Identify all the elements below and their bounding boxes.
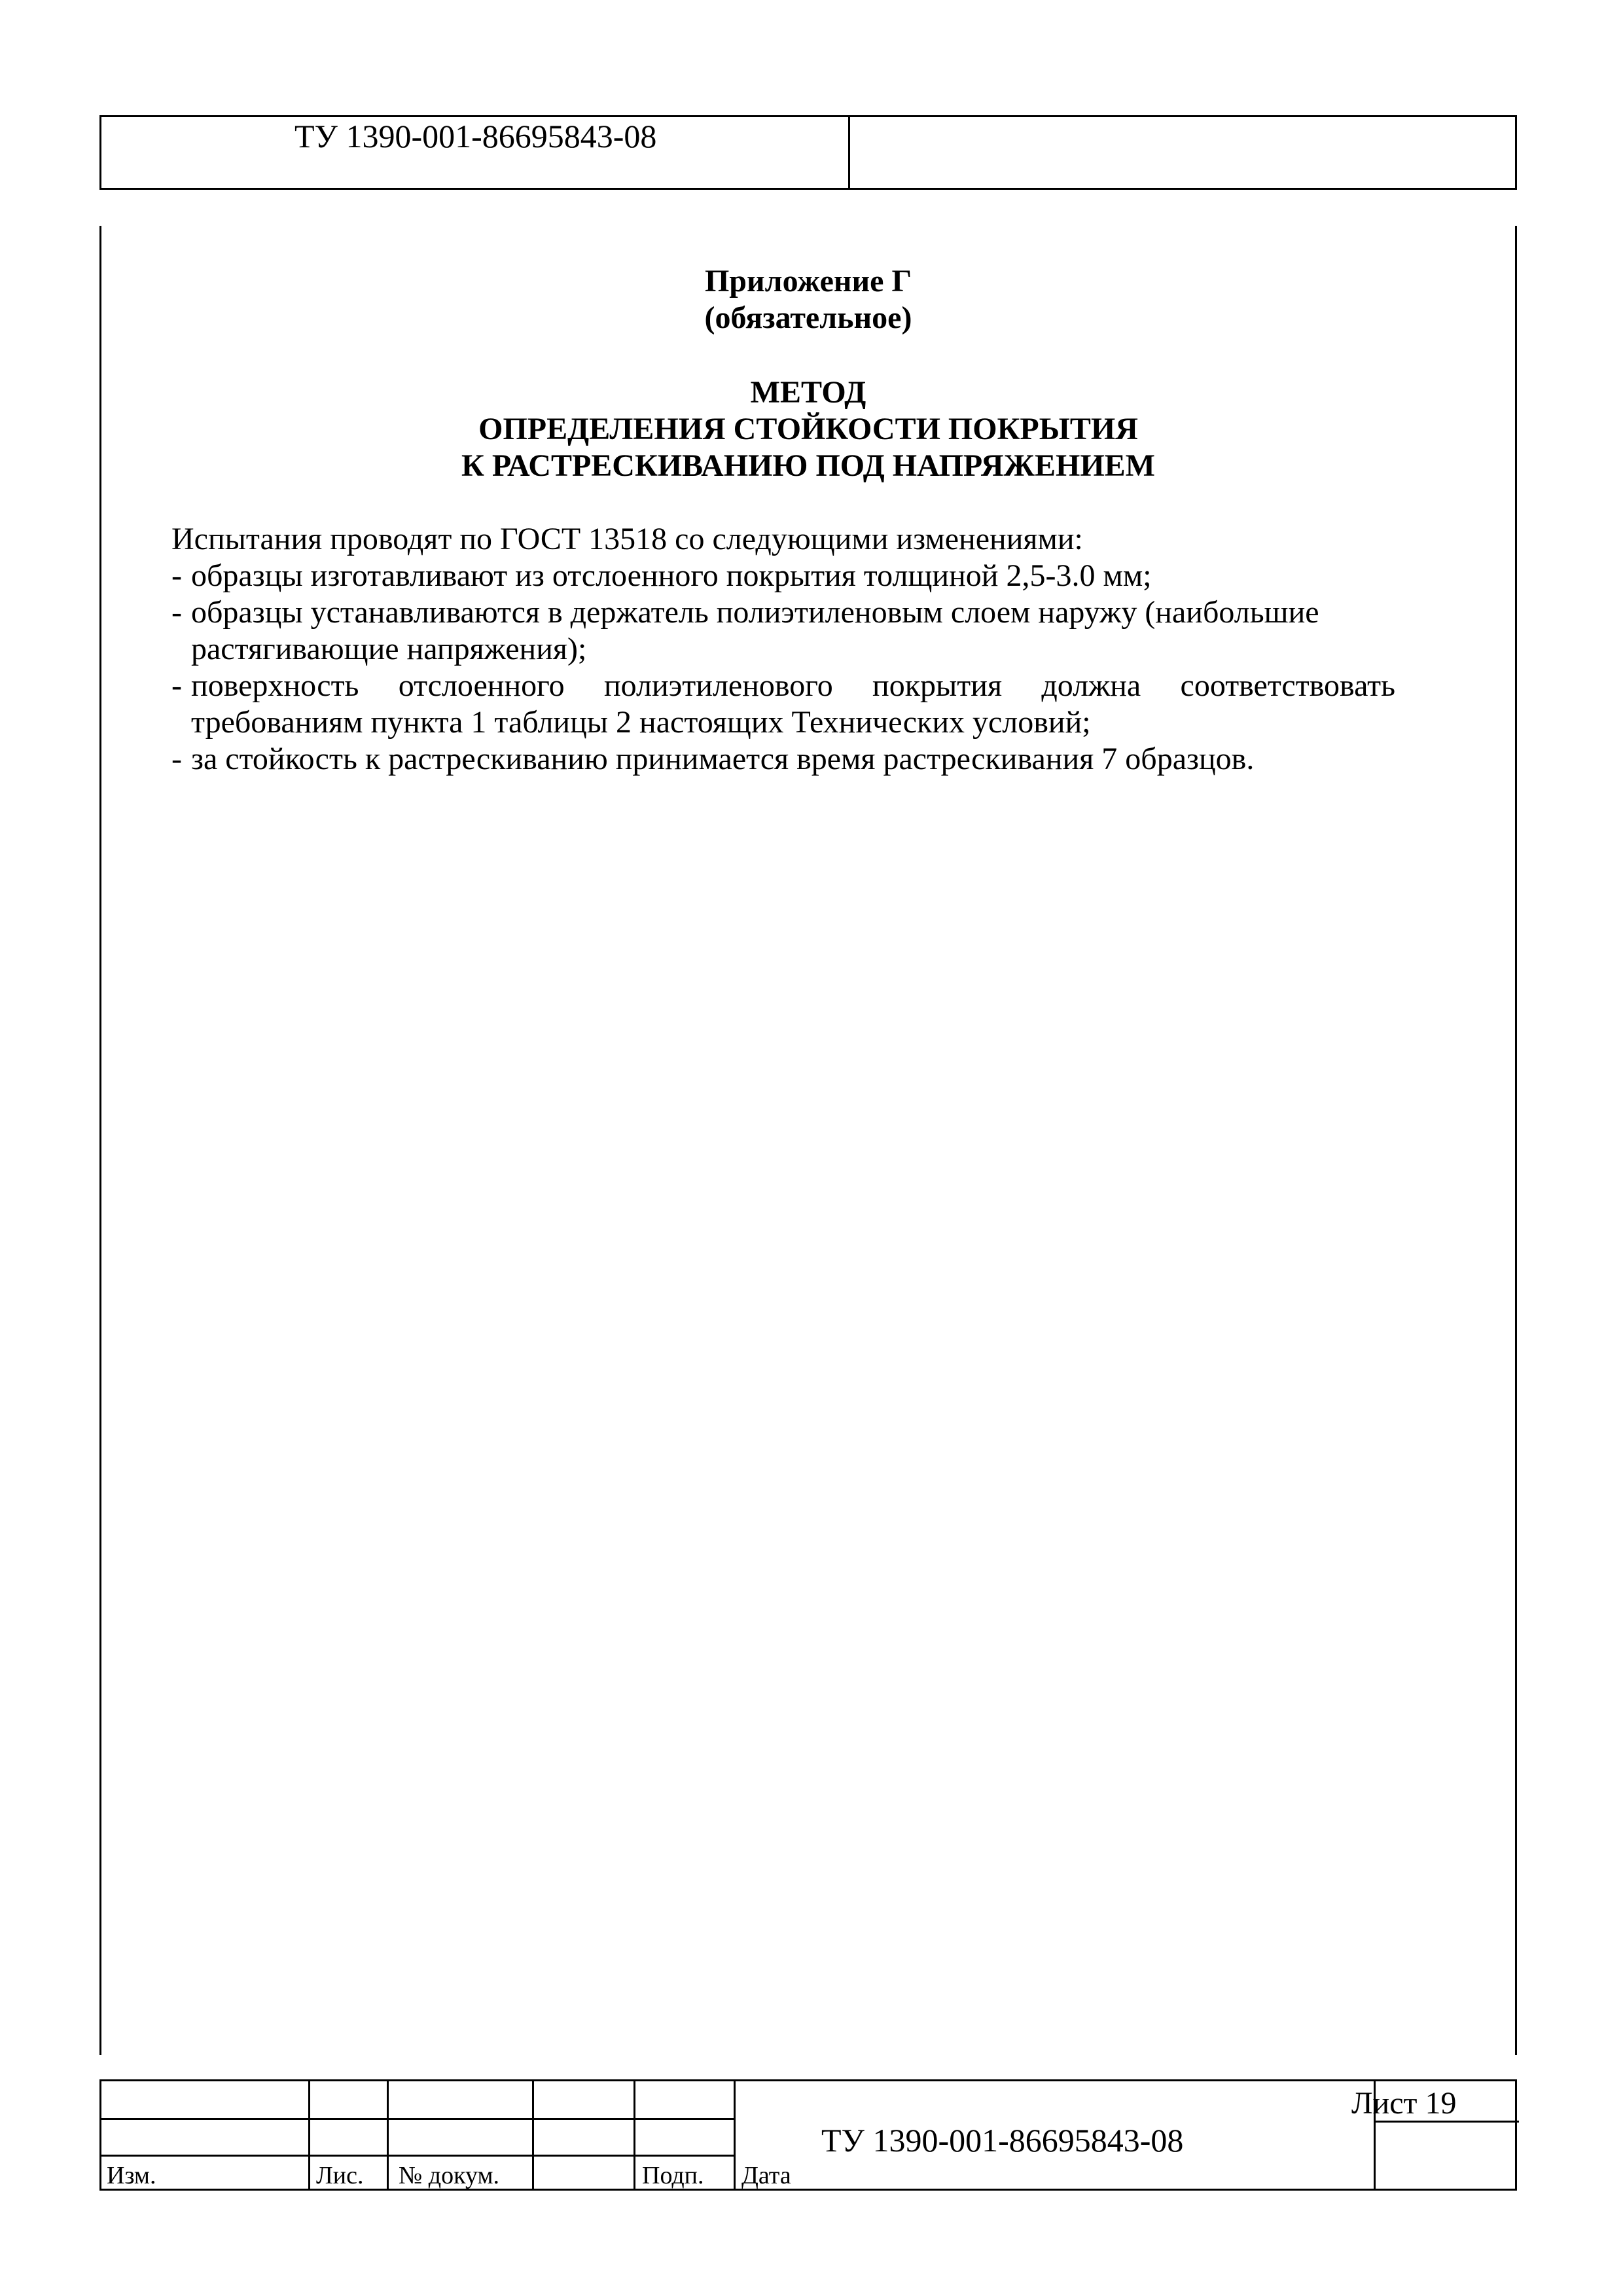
list-item: [171, 558, 1395, 594]
stamp-label-lis: Лис.: [316, 2162, 364, 2189]
stamp-divider: [532, 2081, 534, 2189]
stamp-divider: [633, 2081, 635, 2189]
stamp-label-izm: Изм.: [107, 2162, 156, 2189]
stamp-label-doc: № докум.: [399, 2162, 500, 2189]
header-code-cell: [101, 117, 850, 188]
header-frame: [99, 115, 1517, 190]
list-item-line: образцы устанавливаются в держатель полиэтиленовым слоем наружу (наибольшие: [191, 595, 1319, 630]
list-item-text: [191, 594, 1395, 668]
list-item-line: требованиям пункта 1 таблицы 2 настоящих Технических условий;: [191, 705, 1091, 740]
stamp-doc-code: ТУ 1390-001-86695843-08: [821, 2122, 1184, 2159]
intro-paragraph: Испытания проводят по ГОСТ 13518 со следующими изменениями:: [171, 522, 1083, 556]
list-dash: -: [171, 668, 182, 703]
list-item-text: [191, 741, 1395, 778]
header-empty-cell: [850, 117, 1515, 188]
appendix-title: Приложение Г: [704, 264, 912, 298]
frame-left-line: [99, 226, 101, 2055]
method-title-line-1: МЕТОД: [750, 375, 866, 410]
list-item: [171, 741, 1395, 778]
method-title-line-3: К РАСТРЕСКИВАНИЮ ПОД НАПРЯЖЕНИЕМ: [461, 448, 1155, 483]
list-item-text: [191, 558, 1395, 594]
stamp-label-date: Дата: [741, 2162, 791, 2189]
stamp-sheet-divider: [1374, 2121, 1519, 2123]
list-item-line: растягивающие напряжения);: [191, 632, 587, 666]
header-doc-code: ТУ 1390-001-86695843-08: [294, 118, 657, 154]
list-dash: -: [171, 558, 182, 593]
appendix-heading: [99, 263, 1517, 336]
list-dash: -: [171, 595, 182, 630]
body-text: [171, 521, 1395, 778]
list-item-line: за стойкость к растрескиванию принимается время растрескивания 7 образцов.: [191, 742, 1255, 776]
stamp-row-divider: [101, 2118, 734, 2120]
list-item-line: поверхность отслоенного полиэтиленового покрытия должна соответствовать: [191, 668, 1395, 703]
stamp-divider: [387, 2081, 389, 2189]
list-item-line: образцы изготавливают из отслоенного покрытия толщиной 2,5-3.0 мм;: [191, 558, 1152, 593]
method-heading: [99, 374, 1517, 484]
title-block-stamp: [99, 2079, 1517, 2191]
sheet-number: Лист 19: [1351, 2086, 1457, 2121]
stamp-divider: [734, 2081, 736, 2189]
appendix-status: (обязательное): [704, 300, 912, 335]
frame-right-line: [1515, 226, 1517, 2055]
list-item: [171, 594, 1395, 668]
list-item: [171, 668, 1395, 741]
stamp-divider: [308, 2081, 310, 2189]
list-item-text: [191, 668, 1395, 741]
method-title-line-2: ОПРЕДЕЛЕНИЯ СТОЙКОСТИ ПОКРЫТИЯ: [478, 412, 1138, 446]
list-dash: -: [171, 742, 182, 776]
stamp-label-podp: Подп.: [642, 2162, 704, 2189]
stamp-row-divider: [101, 2155, 734, 2157]
